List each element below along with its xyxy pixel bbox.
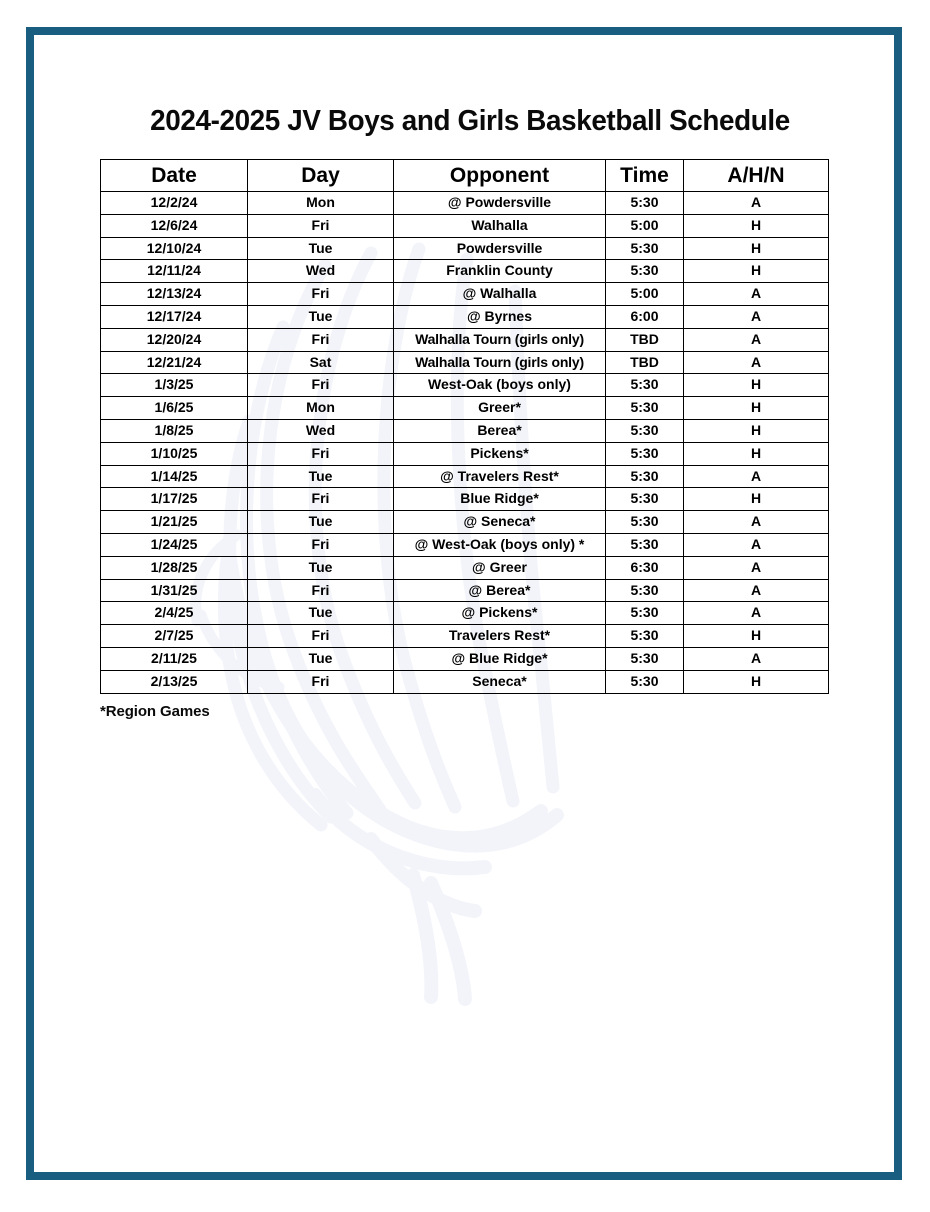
- cell-date: 12/6/24: [101, 214, 248, 237]
- table-row: [101, 237, 829, 260]
- cell-date: 1/8/25: [101, 419, 248, 442]
- cell-date: 1/10/25: [101, 442, 248, 465]
- cell-date: 2/11/25: [101, 647, 248, 670]
- cell-opponent: Travelers Rest*: [394, 625, 606, 648]
- cell-opponent: @ Byrnes: [394, 305, 606, 328]
- cell-ahn: H: [684, 442, 829, 465]
- cell-ahn: H: [684, 625, 829, 648]
- cell-time: 5:30: [606, 533, 684, 556]
- cell-ahn: A: [684, 533, 829, 556]
- cell-day: Sat: [248, 351, 394, 374]
- cell-time: 6:00: [606, 305, 684, 328]
- cell-ahn: H: [684, 488, 829, 511]
- cell-ahn: A: [684, 192, 829, 215]
- cell-day: Fri: [248, 283, 394, 306]
- cell-time: TBD: [606, 351, 684, 374]
- cell-ahn: A: [684, 556, 829, 579]
- table-row: [101, 579, 829, 602]
- table-row: [101, 351, 829, 374]
- cell-day: Tue: [248, 465, 394, 488]
- cell-date: 12/20/24: [101, 328, 248, 351]
- cell-date: 12/17/24: [101, 305, 248, 328]
- cell-time: 5:30: [606, 397, 684, 420]
- cell-opponent: Powdersville: [394, 237, 606, 260]
- cell-day: Fri: [248, 579, 394, 602]
- cell-opponent: @ Pickens*: [394, 602, 606, 625]
- cell-time: 5:30: [606, 488, 684, 511]
- cell-opponent: @ Greer: [394, 556, 606, 579]
- cell-time: 5:30: [606, 670, 684, 693]
- cell-day: Fri: [248, 214, 394, 237]
- cell-ahn: H: [684, 670, 829, 693]
- region-games-footnote: *Region Games: [100, 703, 210, 720]
- table-row: [101, 533, 829, 556]
- cell-ahn: H: [684, 237, 829, 260]
- cell-opponent: Walhalla Tourn (girls only): [394, 328, 606, 351]
- cell-day: Tue: [248, 647, 394, 670]
- cell-day: Mon: [248, 192, 394, 215]
- table-row: [101, 305, 829, 328]
- cell-time: 5:30: [606, 374, 684, 397]
- cell-time: 5:30: [606, 579, 684, 602]
- cell-date: 1/3/25: [101, 374, 248, 397]
- table-row: [101, 511, 829, 534]
- table-row: [101, 328, 829, 351]
- cell-opponent: @ Blue Ridge*: [394, 647, 606, 670]
- cell-date: 2/7/25: [101, 625, 248, 648]
- cell-day: Fri: [248, 328, 394, 351]
- table-row: [101, 602, 829, 625]
- cell-time: 5:30: [606, 192, 684, 215]
- cell-day: Tue: [248, 556, 394, 579]
- cell-date: 12/11/24: [101, 260, 248, 283]
- cell-ahn: A: [684, 602, 829, 625]
- cell-opponent: Blue Ridge*: [394, 488, 606, 511]
- cell-day: Tue: [248, 237, 394, 260]
- cell-date: 1/28/25: [101, 556, 248, 579]
- table-row: [101, 556, 829, 579]
- table-row: [101, 192, 829, 215]
- cell-opponent: West-Oak (boys only): [394, 374, 606, 397]
- cell-time: 5:30: [606, 442, 684, 465]
- cell-ahn: A: [684, 305, 829, 328]
- cell-ahn: A: [684, 351, 829, 374]
- cell-day: Fri: [248, 374, 394, 397]
- cell-opponent: Greer*: [394, 397, 606, 420]
- cell-day: Fri: [248, 625, 394, 648]
- cell-date: 1/24/25: [101, 533, 248, 556]
- table-row: [101, 465, 829, 488]
- cell-date: 12/2/24: [101, 192, 248, 215]
- cell-ahn: A: [684, 579, 829, 602]
- page-title: 2024-2025 JV Boys and Girls Basketball Schedule: [150, 105, 790, 137]
- table-row: [101, 419, 829, 442]
- cell-date: 12/13/24: [101, 283, 248, 306]
- cell-date: 2/4/25: [101, 602, 248, 625]
- cell-time: 5:00: [606, 214, 684, 237]
- table-row: [101, 625, 829, 648]
- cell-ahn: H: [684, 374, 829, 397]
- cell-opponent: Walhalla Tourn (girls only): [394, 351, 606, 374]
- table-body: [101, 192, 829, 694]
- cell-ahn: A: [684, 647, 829, 670]
- cell-date: 12/10/24: [101, 237, 248, 260]
- cell-day: Mon: [248, 397, 394, 420]
- table-row: [101, 397, 829, 420]
- cell-opponent: Pickens*: [394, 442, 606, 465]
- cell-day: Tue: [248, 602, 394, 625]
- cell-opponent: @ Walhalla: [394, 283, 606, 306]
- cell-opponent: Franklin County: [394, 260, 606, 283]
- cell-date: 1/31/25: [101, 579, 248, 602]
- cell-opponent: Walhalla: [394, 214, 606, 237]
- column-header-time: Time: [606, 160, 684, 192]
- cell-ahn: A: [684, 465, 829, 488]
- cell-time: 5:30: [606, 647, 684, 670]
- cell-time: 5:00: [606, 283, 684, 306]
- cell-day: Wed: [248, 260, 394, 283]
- cell-ahn: H: [684, 214, 829, 237]
- cell-opponent: @ Seneca*: [394, 511, 606, 534]
- cell-ahn: A: [684, 511, 829, 534]
- table-row: [101, 488, 829, 511]
- cell-date: 1/14/25: [101, 465, 248, 488]
- cell-time: 5:30: [606, 511, 684, 534]
- cell-time: 5:30: [606, 260, 684, 283]
- table-row: [101, 442, 829, 465]
- cell-day: Wed: [248, 419, 394, 442]
- cell-ahn: H: [684, 419, 829, 442]
- table-row: [101, 260, 829, 283]
- cell-day: Fri: [248, 442, 394, 465]
- cell-time: 5:30: [606, 465, 684, 488]
- column-header-ahn: A/H/N: [684, 160, 829, 192]
- cell-opponent: @ West-Oak (boys only) *: [394, 533, 606, 556]
- cell-ahn: A: [684, 328, 829, 351]
- cell-time: 6:30: [606, 556, 684, 579]
- column-header-date: Date: [101, 160, 248, 192]
- cell-day: Tue: [248, 305, 394, 328]
- cell-date: 2/13/25: [101, 670, 248, 693]
- cell-ahn: H: [684, 397, 829, 420]
- table-header: [101, 160, 829, 192]
- cell-time: 5:30: [606, 602, 684, 625]
- table-row: [101, 670, 829, 693]
- cell-time: 5:30: [606, 419, 684, 442]
- cell-time: 5:30: [606, 237, 684, 260]
- table-row: [101, 214, 829, 237]
- cell-day: Fri: [248, 533, 394, 556]
- cell-date: 12/21/24: [101, 351, 248, 374]
- cell-opponent: @ Powdersville: [394, 192, 606, 215]
- table-row: [101, 283, 829, 306]
- cell-day: Fri: [248, 488, 394, 511]
- cell-opponent: Seneca*: [394, 670, 606, 693]
- cell-date: 1/17/25: [101, 488, 248, 511]
- cell-opponent: @ Travelers Rest*: [394, 465, 606, 488]
- column-header-day: Day: [248, 160, 394, 192]
- cell-day: Tue: [248, 511, 394, 534]
- table-row: [101, 647, 829, 670]
- column-header-opponent: Opponent: [394, 160, 606, 192]
- cell-opponent: @ Berea*: [394, 579, 606, 602]
- cell-time: 5:30: [606, 625, 684, 648]
- cell-opponent: Berea*: [394, 419, 606, 442]
- cell-ahn: H: [684, 260, 829, 283]
- cell-time: TBD: [606, 328, 684, 351]
- cell-date: 1/21/25: [101, 511, 248, 534]
- cell-date: 1/6/25: [101, 397, 248, 420]
- cell-ahn: A: [684, 283, 829, 306]
- table-header-row: [101, 160, 829, 192]
- cell-day: Fri: [248, 670, 394, 693]
- basketball-schedule-table: [100, 159, 829, 694]
- table-row: [101, 374, 829, 397]
